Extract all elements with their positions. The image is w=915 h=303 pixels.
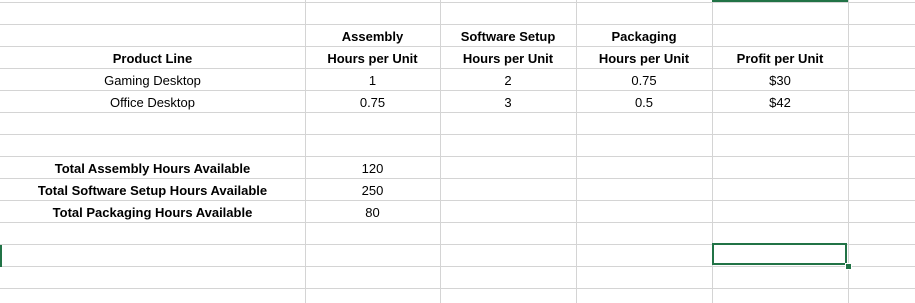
- total-label-cell[interactable]: Total Software Setup Hours Available: [37, 182, 268, 198]
- total-value-cell[interactable]: 250: [361, 182, 384, 198]
- assembly-hours-cell[interactable]: 0.75: [359, 94, 386, 110]
- gridline: [0, 288, 915, 289]
- header-software-line1[interactable]: Software Setup: [460, 28, 556, 44]
- profit-cell[interactable]: $42: [769, 94, 791, 110]
- header-assembly-line1[interactable]: Assembly: [341, 28, 404, 44]
- header-profit[interactable]: Profit per Unit: [736, 50, 824, 66]
- packaging-hours-cell[interactable]: 0.75: [631, 72, 657, 88]
- total-value-cell[interactable]: 80: [365, 204, 380, 220]
- profit-cell[interactable]: $30: [769, 72, 791, 88]
- total-label-cell[interactable]: Total Assembly Hours Available: [54, 160, 251, 176]
- product-name-cell[interactable]: Office Desktop: [109, 94, 196, 110]
- header-software-line2[interactable]: Hours per Unit: [462, 50, 554, 66]
- header-packaging-line1[interactable]: Packaging: [611, 28, 677, 44]
- gridline: [848, 0, 849, 303]
- header-packaging-line2[interactable]: Hours per Unit: [598, 50, 690, 66]
- software-hours-cell[interactable]: 2: [504, 72, 512, 88]
- gridline: [0, 134, 915, 135]
- active-cell[interactable]: [712, 243, 847, 265]
- software-hours-cell[interactable]: 3: [504, 94, 512, 110]
- total-value-cell[interactable]: 120: [361, 160, 384, 176]
- fill-handle[interactable]: [845, 263, 852, 270]
- assembly-hours-cell[interactable]: 1: [368, 72, 377, 88]
- total-label-cell[interactable]: Total Packaging Hours Available: [52, 204, 253, 220]
- row-marker: [0, 245, 2, 267]
- header-product-line[interactable]: Product Line: [112, 50, 193, 66]
- gridline: [0, 266, 915, 267]
- column-accent: [712, 0, 848, 2]
- packaging-hours-cell[interactable]: 0.5: [634, 94, 654, 110]
- header-assembly-line2[interactable]: Hours per Unit: [327, 50, 418, 66]
- gridline: [0, 2, 915, 3]
- product-name-cell[interactable]: Gaming Desktop: [104, 72, 201, 88]
